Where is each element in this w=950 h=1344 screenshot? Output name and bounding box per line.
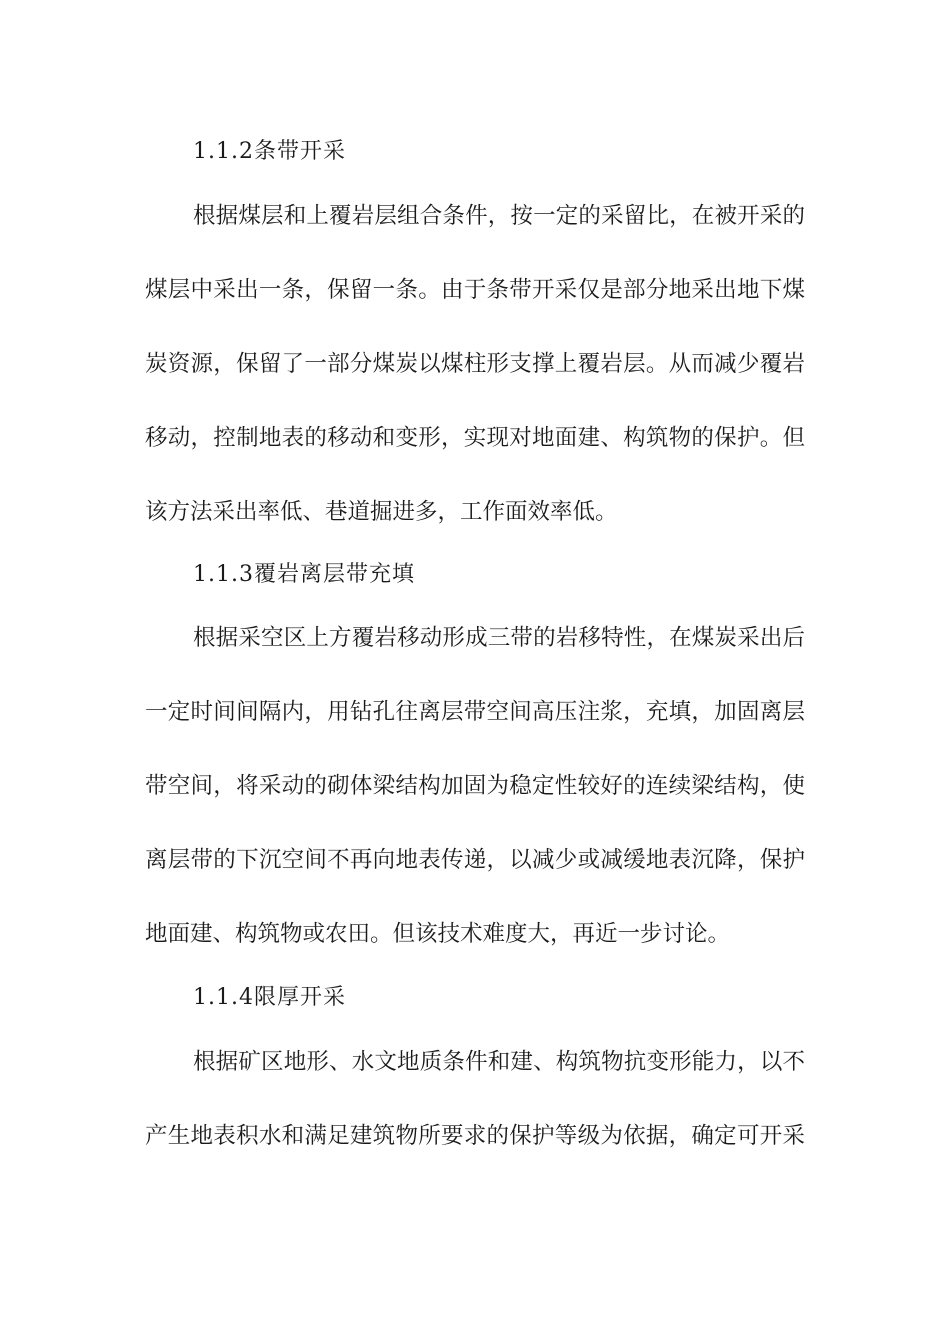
paragraph-line: 一定时间间隔内，用钻孔往离层带空间高压注浆，充填，加固离层 bbox=[145, 699, 805, 725]
paragraph-line: 地面建、构筑物或农田。但该技术难度大，再近一步讨论。 bbox=[145, 921, 731, 947]
paragraph-line: 该方法采出率低、巷道掘进多，工作面效率低。 bbox=[145, 499, 618, 525]
paragraph-line: 移动，控制地表的移动和变形，实现对地面建、构筑物的保护。但 bbox=[145, 425, 805, 451]
paragraph-line: 离层带的下沉空间不再向地表传递，以减少或减缓地表沉降，保护 bbox=[145, 847, 805, 873]
paragraph-line: 根据矿区地形、水文地质条件和建、构筑物抗变形能力，以不 bbox=[193, 1049, 805, 1075]
paragraph-line: 带空间，将采动的砌体梁结构加固为稳定性较好的连续梁结构，使 bbox=[145, 773, 805, 799]
paragraph-line: 炭资源，保留了一部分煤炭以煤柱形支撑上覆岩层。从而减少覆岩 bbox=[145, 351, 805, 377]
paragraph-line: 根据采空区上方覆岩移动形成三带的岩移特性，在煤炭采出后 bbox=[193, 625, 805, 651]
section-heading-1-1-4: 1.1.4限厚开采 bbox=[193, 985, 346, 1010]
section-heading-1-1-2: 1.1.2条带开采 bbox=[193, 139, 346, 164]
paragraph-line: 根据煤层和上覆岩层组合条件，按一定的采留比，在被开采的 bbox=[193, 203, 805, 229]
paragraph-line: 产生地表积水和满足建筑物所要求的保护等级为依据，确定可开采 bbox=[145, 1123, 805, 1149]
paragraph-line: 煤层中采出一条，保留一条。由于条带开采仅是部分地采出地下煤 bbox=[145, 277, 805, 303]
section-heading-1-1-3: 1.1.3覆岩离层带充填 bbox=[193, 562, 415, 587]
